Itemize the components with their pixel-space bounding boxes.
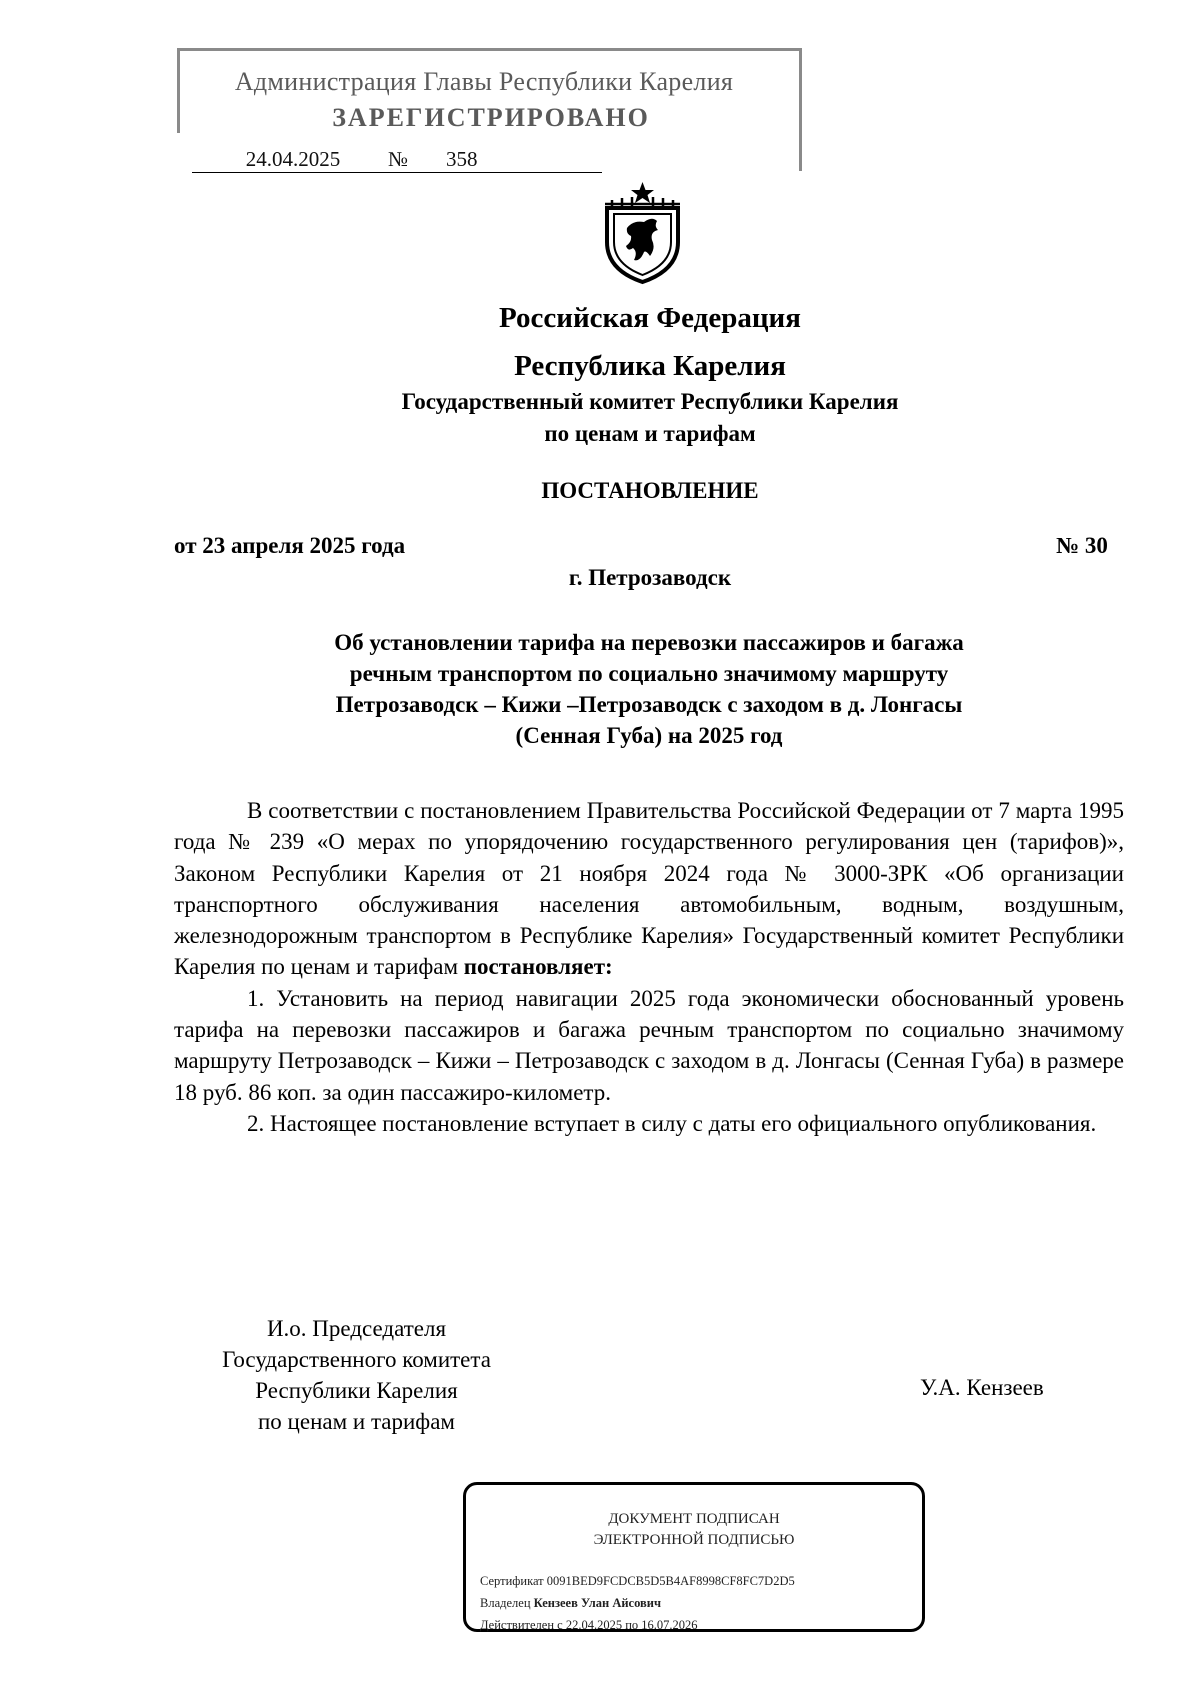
stamp-issuer: Администрация Главы Республики Карелия bbox=[234, 67, 734, 96]
signatory-position-line: Республики Карелия bbox=[255, 1378, 458, 1403]
esign-owner bbox=[480, 1596, 661, 1611]
stamp-date: 24.04.2025 bbox=[192, 147, 384, 173]
header-committee-line1: Государственный комитет Республики Карелия bbox=[401, 389, 899, 414]
header-republic: Республика Карелия bbox=[514, 350, 786, 382]
esign-valid-to-label: по bbox=[625, 1618, 639, 1632]
header-committee-line2: по ценам и тарифам bbox=[544, 421, 756, 446]
esign-certificate bbox=[480, 1574, 795, 1589]
esign-valid-label: Действителен с bbox=[480, 1618, 563, 1632]
stamp-number: 358 bbox=[412, 147, 602, 173]
document-type: ПОСТАНОВЛЕНИЕ bbox=[541, 478, 759, 503]
title-line: Петрозаводск – Кижи –Петрозаводск с заходом в д. Лонгасы bbox=[335, 692, 963, 717]
esign-valid-from: 22.04.2025 bbox=[565, 1618, 623, 1632]
document-number: № 30 bbox=[1056, 533, 1108, 558]
esign-title-line1: ДОКУМЕНТ ПОДПИСАН bbox=[608, 1511, 780, 1527]
esign-validity bbox=[480, 1618, 698, 1633]
title-line: Об установлении тарифа на перевозки пассажиров и багажа bbox=[334, 630, 964, 655]
esign-certificate-value: 0091BED9FCDCB5D5B4AF8998CF8FC7D2D5 bbox=[546, 1574, 795, 1588]
electronic-signature-box bbox=[463, 1482, 925, 1632]
esign-certificate-label: Сертификат bbox=[480, 1574, 544, 1588]
preamble-resolves: постановляет: bbox=[463, 954, 613, 980]
header-country: Российская Федерация bbox=[499, 302, 801, 334]
stamp-status: ЗАРЕГИСТРИРОВАНО bbox=[332, 103, 650, 132]
title-line: речным транспортом по социально значимому маршруту bbox=[349, 661, 949, 686]
item-1-paragraph: 1. Установить на период навигации 2025 года экономически обоснованный уровень тарифа на перевозки пассажиров и багажа речным транспортом по социально значимому маршруту Петрозаводск – Кижи – Петрозаводск с заходом в д. Лонгасы (Сенная Губа) в размере 18 руб. 86 коп. за один пассажиро-километр. bbox=[174, 985, 1124, 1105]
esign-owner-value: Кензеев Улан Айсович bbox=[533, 1596, 662, 1610]
document-date: от 23 апреля 2025 года bbox=[174, 533, 406, 558]
preamble-paragraph bbox=[174, 795, 1124, 983]
stamp-number-sign: № bbox=[384, 147, 412, 173]
signatory-position-line: по ценам и тарифам bbox=[258, 1409, 455, 1434]
preamble-text: В соответствии с постановлением Правительства Российской Федерации от 7 марта 1995 года № 239 «О мерах по упорядочению государственного регулирования цен (тарифов)», Законом Республики Карелия от 21 ноября 2024 года № 3000-ЗРК «Об организации транспортного обслуживания населения автомобильным, водным, воздушным, железнодорожным транспортом в Республике Карелия» Государственный комитет Республики Карелия по ценам и тарифам bbox=[174, 798, 1124, 980]
document-city: г. Петрозаводск bbox=[568, 565, 732, 590]
signatory-position-line: Государственного комитета bbox=[222, 1347, 491, 1372]
karelia-coat-of-arms-icon bbox=[600, 180, 685, 285]
signatory-position bbox=[174, 1313, 539, 1437]
esign-owner-label: Владелец bbox=[480, 1596, 531, 1610]
document-title bbox=[174, 627, 1124, 751]
signatory-position-line: И.о. Председателя bbox=[266, 1316, 447, 1341]
item-2-paragraph: 2. Настоящее постановление вступает в силу с даты его официального опубликования. bbox=[247, 1110, 1097, 1136]
esign-title-line2: ЭЛЕКТРОННОЙ ПОДПИСЬЮ bbox=[593, 1532, 795, 1548]
registration-stamp bbox=[180, 48, 802, 171]
esign-valid-to: 16.07.2026 bbox=[641, 1618, 698, 1632]
signatory-name: У.А. Кензеев bbox=[920, 1375, 1044, 1400]
document-body bbox=[174, 795, 1124, 1139]
title-line: (Сенная Губа) на 2025 год bbox=[515, 723, 783, 748]
